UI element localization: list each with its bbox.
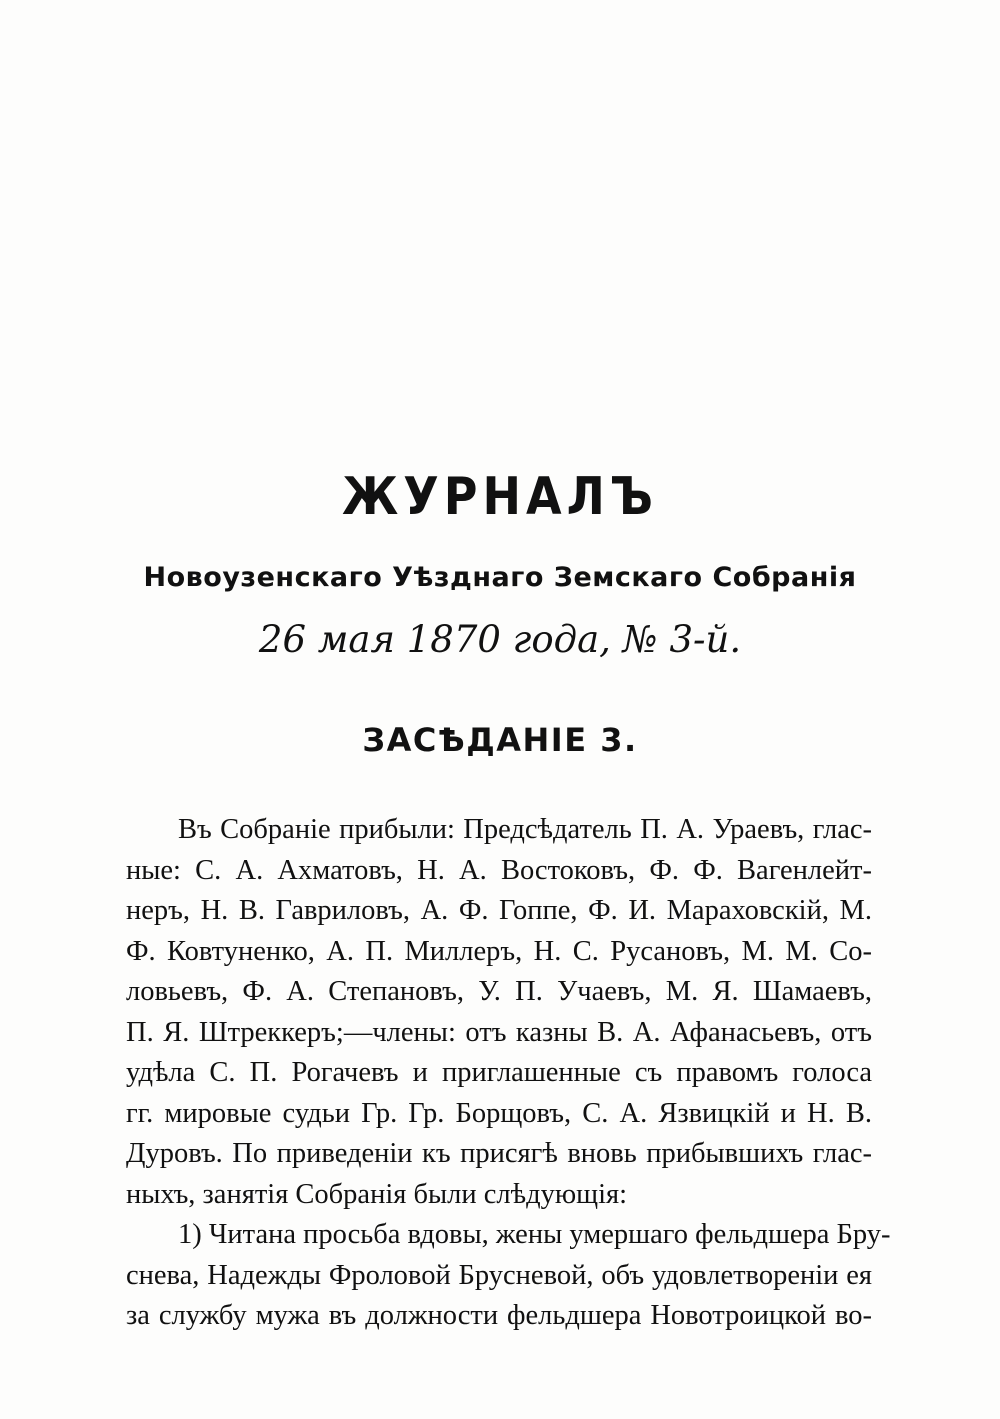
paragraph-1-line: П. Я. Штреккеръ;—члены: отъ казны В. А. Афанасьевъ, отъ bbox=[126, 1016, 872, 1048]
document-title: ЖУРНАЛЪ bbox=[341, 465, 658, 527]
document-dateline: 26 мая 1870 года, № 3-й. bbox=[258, 618, 742, 661]
paragraph-1-line: ные: С. А. Ахматовъ, Н. А. Востоковъ, Ф. Ф. Вагенлейт- bbox=[126, 854, 872, 886]
document-subtitle: Новоузенскаго Уѣзднаго Земскаго Собранія bbox=[143, 562, 857, 593]
paragraph-1-line: гг. мировые судьи Гр. Гр. Борщовъ, С. А. Язвицкій и Н. В. bbox=[126, 1097, 872, 1129]
paragraph-2-line: снева, Надежды Фроловой Брусневой, объ удовлетвореніи ея bbox=[126, 1259, 872, 1291]
paragraph-2-line: 1) Читана просьба вдовы, жены умершаго фельдшера Бру- bbox=[178, 1219, 891, 1250]
paragraph-1-line: удѣла С. П. Рогачевъ и приглашенные съ правомъ голоса bbox=[126, 1057, 872, 1088]
paragraph-1-line: ныхъ, занятія Собранія были слѣдующія: bbox=[126, 1178, 628, 1210]
paragraph-2-line: за службу мужа въ должности фельдшера Новотроицкой во- bbox=[126, 1300, 872, 1331]
paragraph-1-line: Ф. Ковтуненко, А. П. Миллеръ, Н. С. Русановъ, М. М. Со- bbox=[126, 935, 872, 967]
paragraph-1-line: неръ, Н. В. Гавриловъ, А. Ф. Гоппе, Ф. И. Мараховскій, М. bbox=[126, 895, 872, 926]
body-text bbox=[126, 810, 891, 1337]
paragraph-1-line: ловьевъ, Ф. А. Степановъ, У. П. Учаевъ, М. Я. Шамаевъ, bbox=[126, 976, 872, 1007]
paragraph-1-line: Въ Собраніе прибыли: Предсѣдатель П. А. Ураевъ, глас- bbox=[178, 814, 872, 845]
session-heading: ЗАСѢДАНІЕ 3. bbox=[362, 721, 638, 759]
paragraph-1-line: Дуровъ. По приведеніи къ присягѣ вновь прибывшихъ глас- bbox=[126, 1138, 872, 1169]
